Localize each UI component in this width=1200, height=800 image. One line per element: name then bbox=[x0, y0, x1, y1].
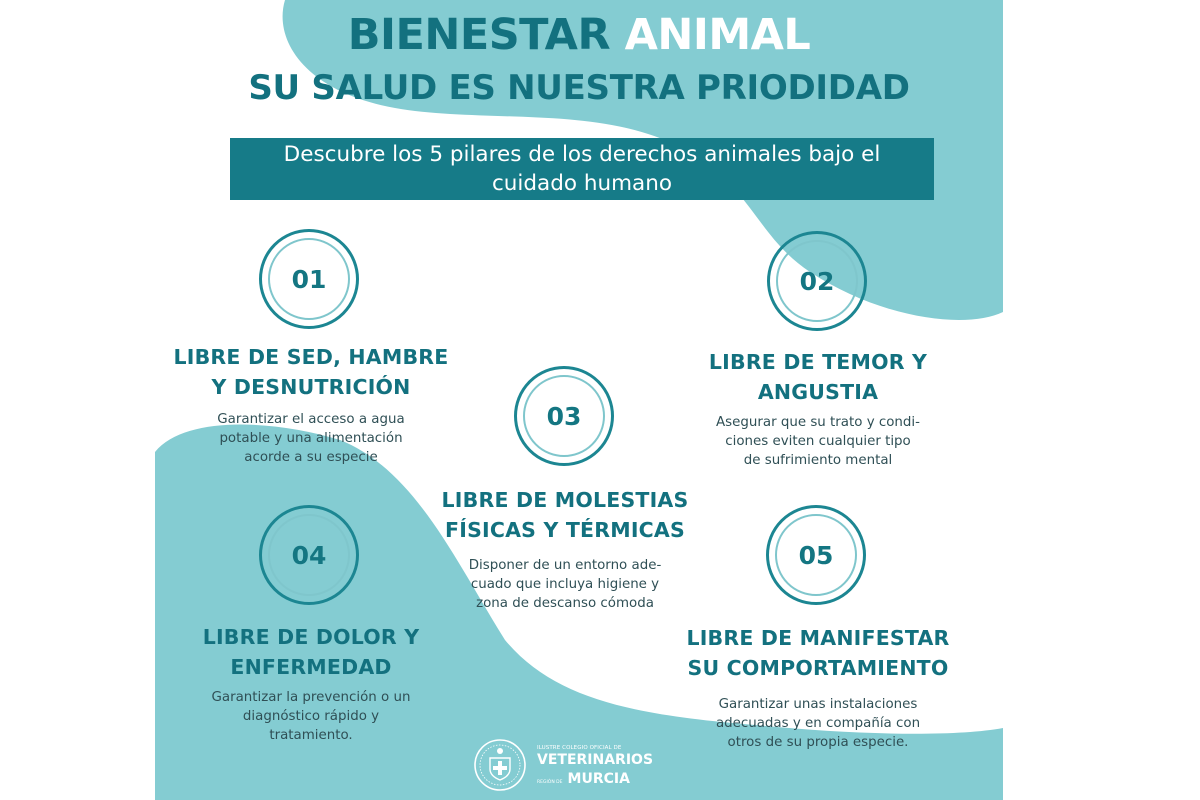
pillar-description bbox=[155, 688, 467, 745]
pillar-number-circle bbox=[259, 229, 359, 329]
pillar-description-line: tratamiento. bbox=[269, 728, 353, 743]
poster bbox=[155, 0, 1003, 800]
pillar-title bbox=[670, 623, 966, 683]
org-name: VETERINARIOS bbox=[537, 752, 654, 768]
pillar-description-line: diagnóstico rápido y bbox=[242, 709, 380, 724]
pillar-number: 02 bbox=[776, 240, 858, 322]
pillar-description-line: Disponer de un entorno ade- bbox=[468, 558, 662, 573]
pillar-number: 04 bbox=[268, 514, 350, 596]
title-dark-word: BIENESTAR bbox=[347, 10, 611, 60]
pillar-title-line: ENFERMEDAD bbox=[230, 655, 392, 679]
title-light-word: ANIMAL bbox=[624, 10, 811, 60]
pillar-description bbox=[670, 413, 966, 470]
pillar-description bbox=[155, 410, 467, 467]
pillar-title-line: ANGUSTIA bbox=[757, 380, 879, 404]
org-logo-text bbox=[537, 744, 657, 787]
pillar-title-line: LIBRE DE MOLESTIAS bbox=[441, 488, 689, 512]
org-city: MURCIA bbox=[567, 771, 630, 787]
pillar-number: 01 bbox=[268, 238, 350, 320]
org-region: REGIÓN DE bbox=[537, 780, 563, 785]
pillar-description-line: ciones eviten cualquier tipo bbox=[725, 434, 911, 449]
pillar-description bbox=[425, 556, 705, 613]
banner-line-1: Descubre los 5 pilares de los derechos animales bajo el bbox=[283, 142, 881, 167]
pillar-number-circle bbox=[514, 366, 614, 466]
pillar-title bbox=[670, 347, 966, 407]
pillar-description-line: Asegurar que su trato y condi- bbox=[716, 415, 920, 430]
pillar-description-line: Garantizar el acceso a agua bbox=[217, 412, 405, 427]
pillar-description-line: adecuadas y en compañía con bbox=[715, 716, 921, 731]
pillar-title-line: SU COMPORTAMIENTO bbox=[687, 656, 949, 680]
pillar-description-line: cuado que incluya higiene y bbox=[470, 577, 660, 592]
pillar-description bbox=[670, 695, 966, 752]
pillar-description-line: acorde a su especie bbox=[244, 450, 378, 465]
pillar-title bbox=[425, 485, 705, 545]
pillar-title-line: Y DESNUTRICIÓN bbox=[211, 375, 411, 399]
banner-line-2: cuidado humano bbox=[491, 171, 673, 196]
org-line-1: ILUSTRE COLEGIO OFICIAL DE bbox=[537, 745, 622, 751]
pillar-description-line: otros de su propia especie. bbox=[727, 735, 909, 750]
pillar-number: 03 bbox=[523, 375, 605, 457]
main-title bbox=[155, 8, 1003, 62]
pillar-title bbox=[155, 622, 467, 682]
pillar-title-line: LIBRE DE MANIFESTAR bbox=[686, 626, 950, 650]
pillar-description-line: zona de descanso cómoda bbox=[476, 596, 654, 611]
veterinary-seal-icon bbox=[473, 738, 527, 792]
pillar-number-circle bbox=[766, 505, 866, 605]
pillar-title bbox=[155, 342, 467, 402]
pillar-title-line: LIBRE DE DOLOR Y bbox=[202, 625, 420, 649]
banner bbox=[230, 138, 934, 200]
pillar-description-line: Garantizar unas instalaciones bbox=[718, 697, 918, 712]
pillar-number-circle bbox=[259, 505, 359, 605]
pillar-title-line: LIBRE DE SED, HAMBRE bbox=[173, 345, 449, 369]
subtitle: SU SALUD ES NUESTRA PRIODIDAD bbox=[248, 68, 910, 108]
pillar-description-line: potable y una alimentación bbox=[219, 431, 403, 446]
pillar-number-circle bbox=[767, 231, 867, 331]
pillar-number: 05 bbox=[775, 514, 857, 596]
pillar-description-line: de sufrimiento mental bbox=[743, 453, 893, 468]
pillar-description-line: Garantizar la prevención o un bbox=[211, 690, 411, 705]
pillar-title-line: LIBRE DE TEMOR Y bbox=[708, 350, 928, 374]
pillar-title-line: FÍSICAS Y TÉRMICAS bbox=[445, 518, 685, 542]
